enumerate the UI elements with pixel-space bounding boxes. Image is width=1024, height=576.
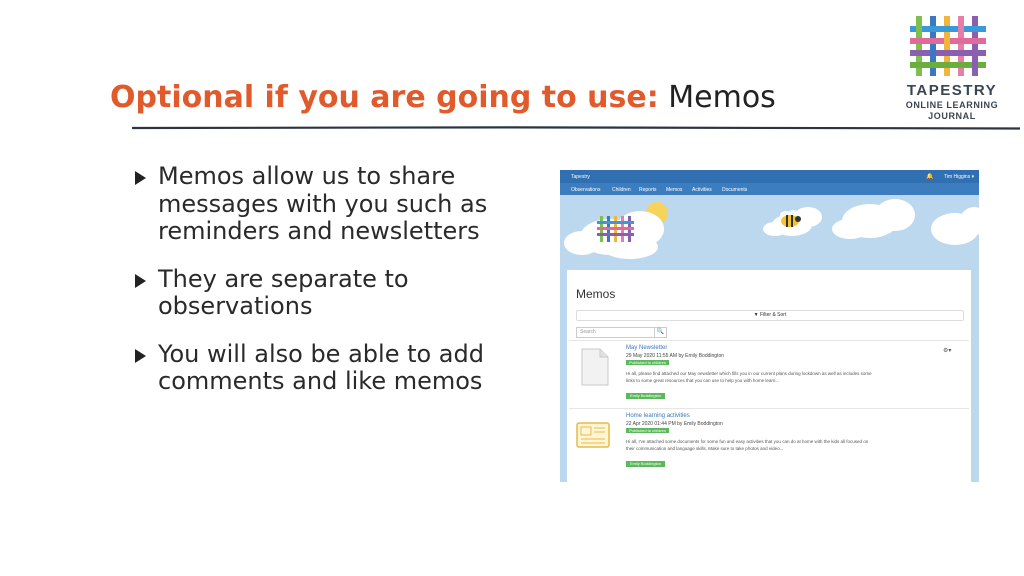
app-navbar	[560, 183, 979, 195]
user-menu[interactable]: Tim Higgins ▾	[944, 174, 975, 180]
memo-title[interactable]: Home learning activities	[626, 413, 690, 419]
logo-wordmark: TAPESTRY	[906, 82, 998, 99]
nav-reports[interactable]: Reports	[639, 187, 657, 193]
bullet-text: You will also be able to add comments and like memos	[158, 339, 484, 395]
bullet-arrow-icon	[135, 349, 146, 363]
nav-children[interactable]: Children	[612, 187, 631, 193]
status-badge: Published to children	[626, 428, 669, 433]
bullet-arrow-icon	[135, 171, 146, 185]
title-underline	[132, 126, 1020, 130]
memo-body: Hi all, please find attached our May newsletter which fills you in our current plans during lockdown as well as includes some links to some great resources that you can use to help you with home learn...	[626, 371, 872, 383]
newsletter-icon	[574, 415, 614, 455]
status-badge: Published to children	[626, 360, 669, 365]
memos-panel	[567, 270, 971, 482]
nav-activities[interactable]: Activities	[692, 187, 712, 193]
logo-subtitle-line1: ONLINE LEARNING	[905, 100, 999, 110]
bullet-item	[135, 266, 525, 321]
gear-icon[interactable]: ⚙▾	[943, 348, 952, 354]
bullet-text: They are separate to observations	[158, 264, 409, 320]
bullet-text: Memos allow us to share messages with you such as reminders and newsletters	[158, 162, 488, 245]
memo-meta: 22 Apr 2020 01:44 PM by Emily Boddington	[626, 421, 723, 427]
nav-observations[interactable]: Observations	[571, 187, 601, 193]
app-brand[interactable]: Tapestry	[571, 174, 590, 180]
memo-meta: 29 May 2020 11:55 AM by Emily Boddington	[626, 353, 725, 359]
memo-divider	[569, 340, 969, 341]
memo-title[interactable]: May Newsletter	[626, 345, 668, 351]
memo-body: Hi all, I've attached some documents for some fun and easy activities that you can do at home with the kids all focused on their communication and language skills. Make sure to take photos and video...	[626, 439, 869, 451]
slide-title	[110, 80, 776, 115]
memo-item[interactable]	[569, 411, 969, 473]
tapestry-mini-logo-icon	[597, 216, 634, 242]
search-input[interactable]: Search	[576, 327, 655, 338]
slide-title-lead: Optional if you are going to use:	[110, 80, 659, 115]
document-icon	[574, 347, 614, 387]
bullet-item	[135, 163, 525, 246]
author-chip: Emily Boddington	[626, 393, 665, 399]
memos-heading: Memos	[576, 287, 616, 301]
filter-sort-bar[interactable]: ▼ Filter & Sort	[576, 310, 964, 321]
nav-documents[interactable]: Documents	[722, 187, 748, 193]
app-topbar	[560, 170, 979, 183]
nav-memos[interactable]: Memos	[666, 187, 683, 193]
bell-icon[interactable]: 🔔	[926, 174, 934, 180]
search-icon[interactable]: 🔍	[654, 327, 667, 338]
bullet-item	[135, 341, 525, 396]
memo-divider	[569, 408, 969, 409]
logo-subtitle-line2: JOURNAL	[928, 111, 976, 121]
memos-screenshot	[560, 170, 979, 482]
sky-banner	[560, 195, 979, 270]
slide-title-rest: Memos	[658, 80, 776, 115]
bullet-arrow-icon	[135, 274, 146, 288]
bullet-list	[135, 163, 525, 416]
author-chip: Emily Boddington	[626, 461, 665, 467]
memo-item[interactable]	[569, 343, 969, 405]
